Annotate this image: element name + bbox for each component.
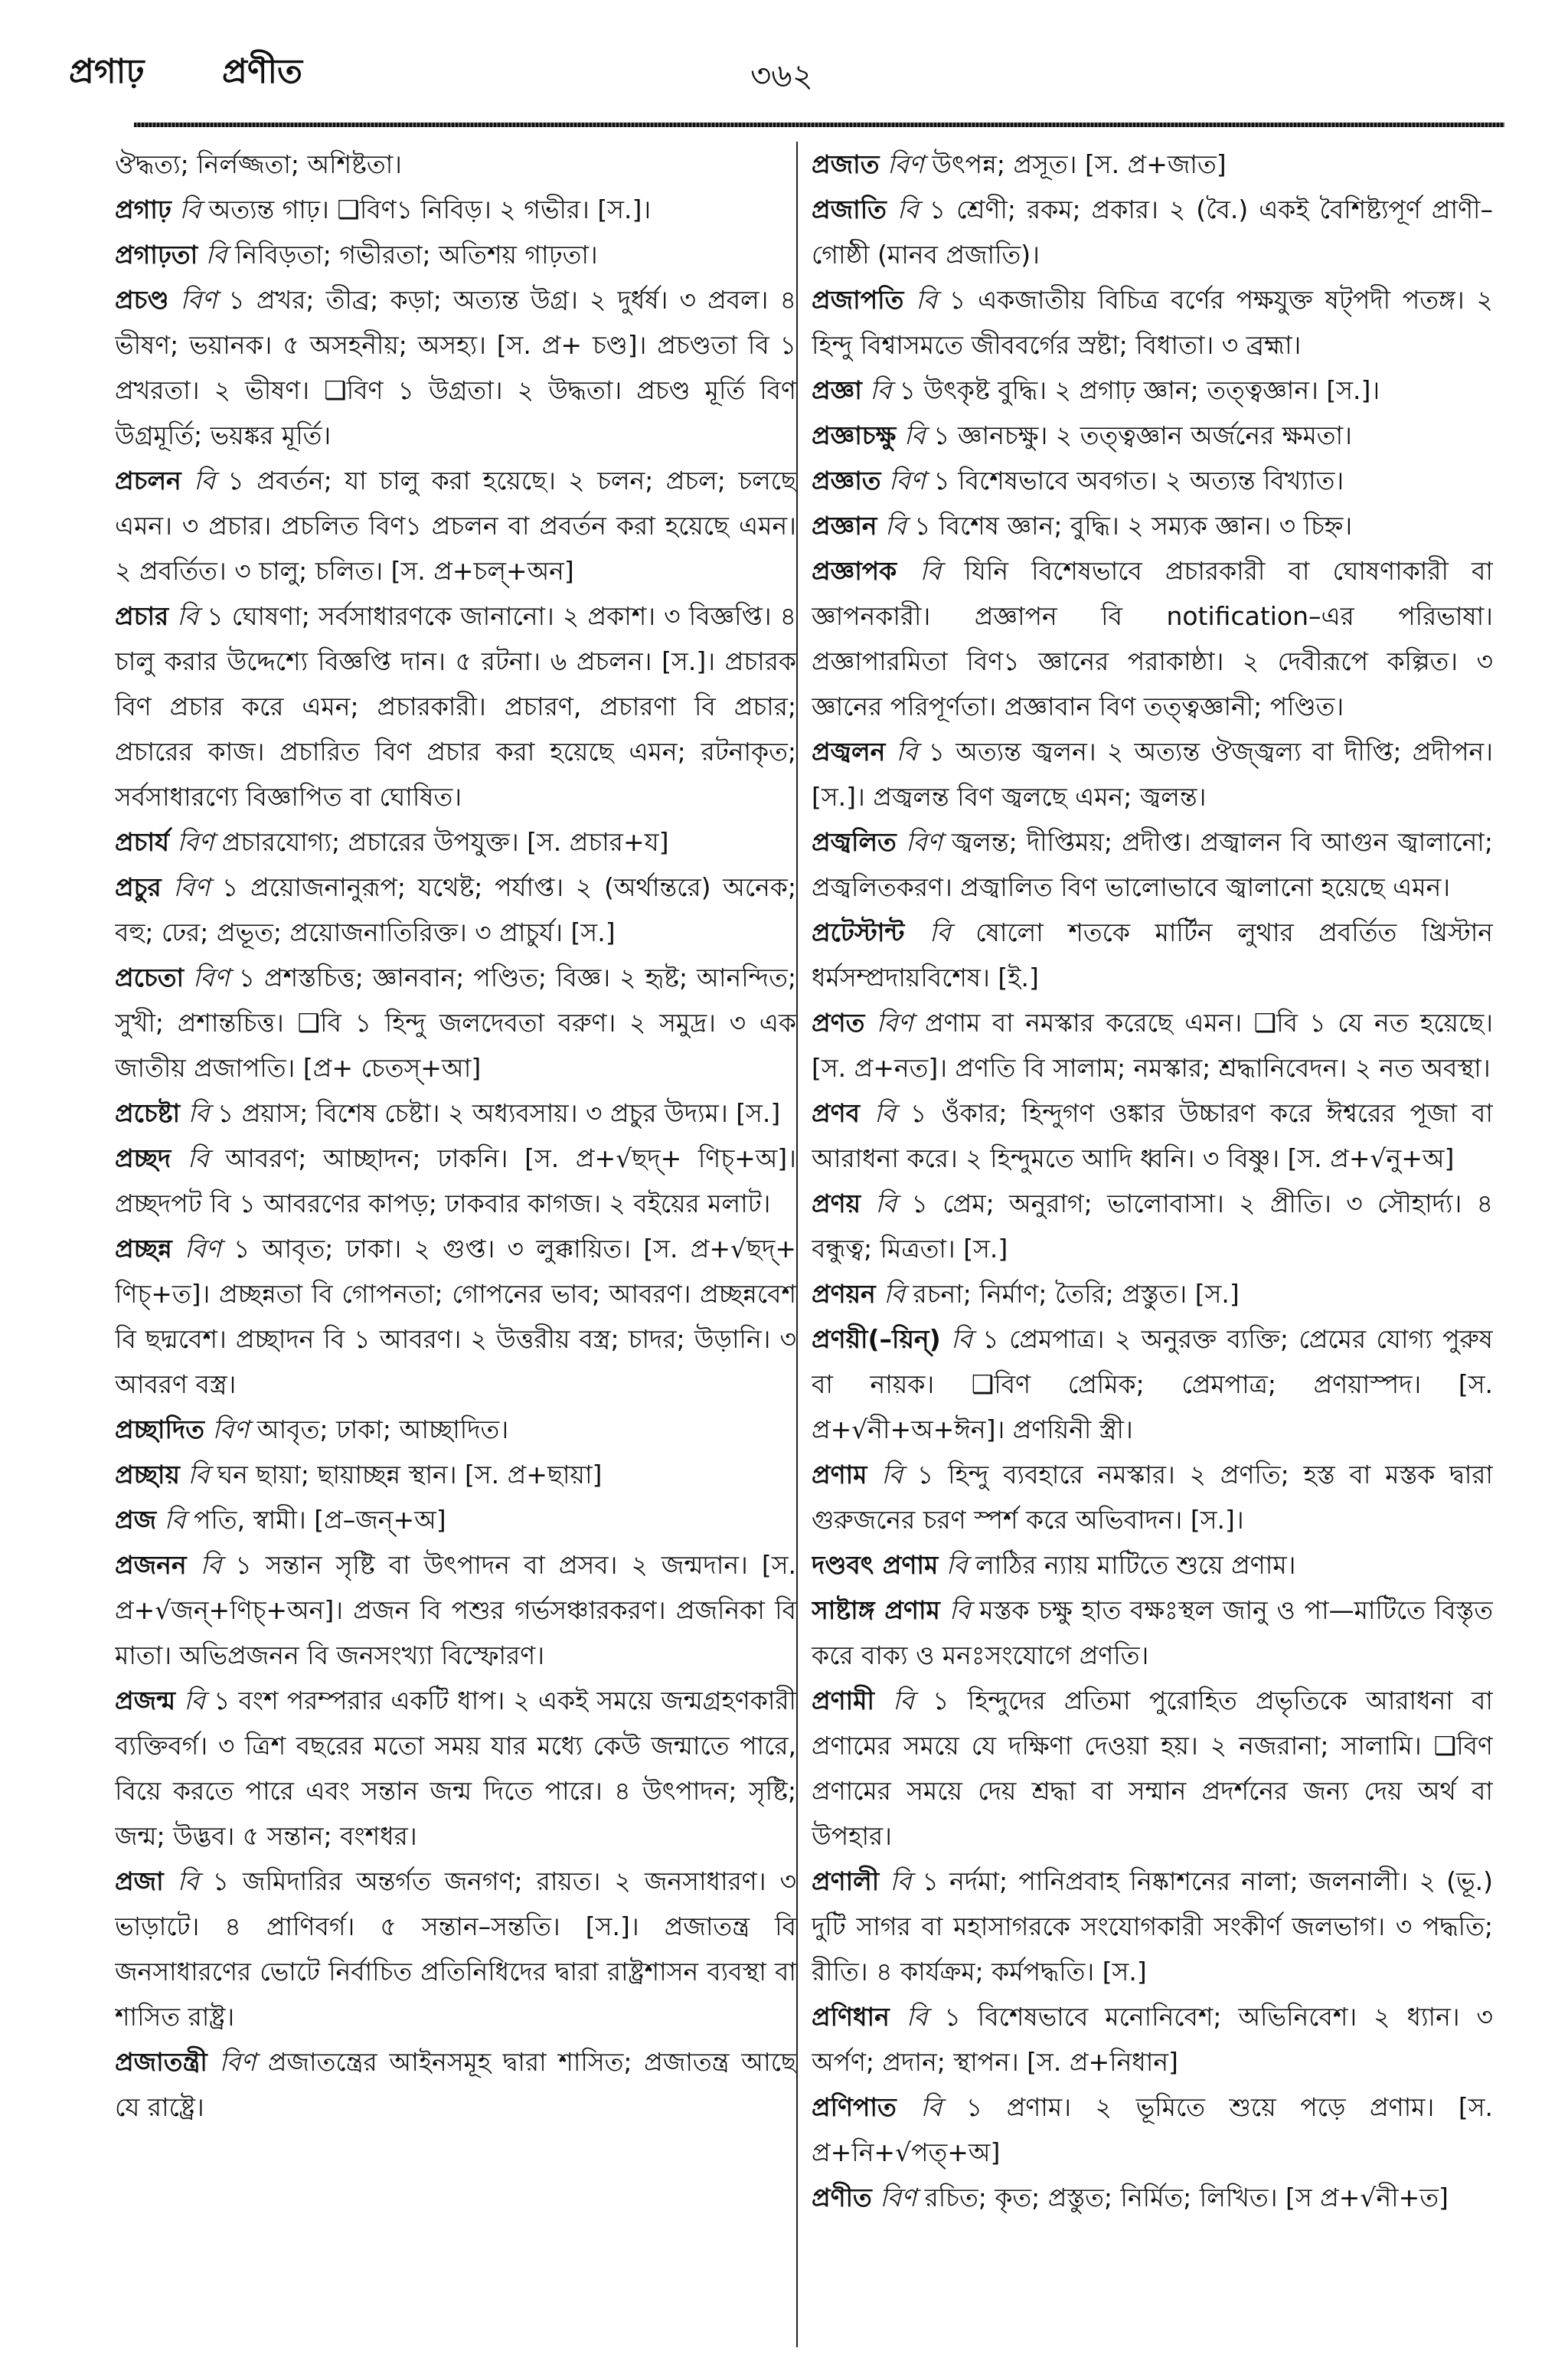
dictionary-entry — [812, 548, 1493, 729]
entry-headword: প্রজাত — [812, 149, 880, 179]
entry-definition: নিবিড়তা; গভীরতা; অতিশয় গাঢ়তা। — [234, 240, 598, 270]
dictionary-entry — [115, 458, 796, 594]
dictionary-entry — [812, 2175, 1493, 2220]
dictionary-entry — [812, 2085, 1493, 2175]
entry-definition: প্রজাতন্ত্রের আইনসমূহ দ্বারা শাসিত; প্রজাতন্ত্র আছে যে রাষ্ট্রে। — [115, 2047, 796, 2122]
dictionary-entry — [115, 1452, 796, 1497]
entry-headword: প্রজাপতি — [812, 285, 904, 315]
dictionary-entry — [812, 1181, 1493, 1271]
entry-part-of-speech: বি — [177, 601, 199, 631]
entry-definition: রচিত; কৃত; প্রস্তুত; নির্মিত; লিখিত। [স প্র+√নী+ত] — [924, 2183, 1449, 2212]
dictionary-entry — [115, 187, 796, 232]
entry-part-of-speech: বি — [870, 375, 892, 405]
guide-word-right: প্রণীত — [222, 52, 303, 91]
entry-headword: প্রজ্ঞাত — [812, 466, 881, 495]
entry-definition: ১ প্রখর; তীব্র; কড়া; অত্যন্ত উগ্র। ২ দুর্ধর্ষ। ৩ প্রবল। ৪ ভীষণ; ভয়ানক। ৫ অসহনীয়; অসহ্য। [স. প্র+ চণ্ড]। প্রচণ্ডতা বি ১ প্রখরতা। ২ ভীষণ। ❑বিণ ১ উগ্রতা। ২ উদ্ধতা। প্রচণ্ড মূর্তি বিণ উগ্রমূর্তি; ভয়ঙ্কর মূর্তি। — [115, 285, 796, 450]
entry-definition: ১ প্রেমপাত্র। ২ অনুরক্ত ব্যক্তি; প্রেমের যোগ্য পুরুষ বা নায়ক। ❑বিণ প্রেমিক; প্রেমপাত্র; প্রণয়াস্পদ। [স. প্র+√নী+অ+ঈন]। প্রণয়িনী স্ত্রী। — [812, 1324, 1493, 1444]
entry-definition: ১ অত্যন্ত জ্বলন। ২ অত্যন্ত ঔজ্জ্বল্য বা দীপ্তি; প্রদীপন। [স.]। প্রজ্বলন্ত বিণ জ্বলছে এমন; জ্বলন্ত। — [812, 737, 1493, 812]
entry-definition: ১ হিন্দুদের প্রতিমা পুরোহিত প্রভৃতিকে আরাধনা বা প্রণামের সময়ে যে দক্ষিণা দেওয়া হয়। ২ নজরানা; সালামি। ❑বিণ প্রণামের সময়ে দেয় শ্রদ্ধা বা সম্মান প্রদর্শনের জন্য দেয় অর্থ বা উপহার। — [812, 1686, 1493, 1851]
entry-part-of-speech: বি — [903, 420, 926, 450]
entry-definition: ১ একজাতীয় বিচিত্র বর্ণের পক্ষযুক্ত ষট্পদী পতঙ্গ। ২ হিন্দু বিশ্বাসমতে জীববর্গের স্রষ্টা; বিধাতা। ৩ ব্রহ্মা। — [812, 285, 1493, 360]
entry-definition: ১ ঘোষণা; সর্বসাধারণকে জানানো। ২ প্রকাশ। ৩ বিজ্ঞপ্তি। ৪ চালু করার উদ্দেশ্যে বিজ্ঞপ্তি দান। ৫ রটনা। ৬ প্রচলন। [স.]। প্রচারক বিণ প্রচার করে এমন; প্রচারকারী। প্রচারণ, প্রচারণা বি প্রচার; প্রচারের কাজ। প্রচারিত বিণ প্রচার করা হয়েছে এমন; রটনাকৃত; সর্বসাধারণ্যে বিজ্ঞাপিত বা ঘোষিত। — [115, 601, 796, 812]
entry-headword: প্রগাঢ় — [115, 195, 172, 224]
entry-part-of-speech: বি — [946, 1550, 968, 1580]
entry-part-of-speech: বি — [881, 1460, 903, 1489]
entry-headword: প্রচলন — [115, 466, 181, 495]
entry-part-of-speech: বি — [177, 1866, 199, 1896]
dictionary-entry — [812, 413, 1493, 458]
entry-part-of-speech: বি — [875, 1189, 897, 1218]
dictionary-entry — [115, 1136, 796, 1226]
entry-part-of-speech: বিণ — [219, 2047, 256, 2077]
guide-word-left: প্রগাঢ় — [69, 52, 145, 91]
entry-headword: প্রগাঢ়তা — [115, 240, 198, 270]
dictionary-entry — [115, 955, 796, 1091]
entry-part-of-speech: বিণ — [876, 1008, 913, 1038]
entry-part-of-speech: বি — [188, 1460, 210, 1489]
entry-headword: প্রজ্ঞাপক — [812, 556, 897, 586]
entry-headword: প্রচুর — [115, 872, 162, 902]
entry-definition: আবরণ; আচ্ছাদন; ঢাকনি। [স. প্র+√ছদ্+ ণিচ্+অ]। প্রচ্ছদপট বি ১ আবরণের কাপড়; ঢাকবার কাগজ। ২ বইয়ের মলাট। — [115, 1143, 796, 1218]
dictionary-entry — [812, 277, 1493, 368]
entry-part-of-speech: বি — [884, 1279, 906, 1309]
entry-part-of-speech: বি — [897, 195, 919, 224]
dictionary-entry — [115, 1859, 796, 2039]
entry-definition: ১ প্রয়োজনানুরূপ; যথেষ্ট; পর্যাপ্ত। ২ (অর্থান্তরে) অনেক; বহু; ঢের; প্রভূত; প্রয়োজনাতিরিক্ত। ৩ প্রাচুর্য। [স.] — [115, 872, 796, 947]
entry-definition: ১ প্রবর্তন; যা চালু করা হয়েছে। ২ চলন; প্রচল; চলছে এমন। ৩ প্রচার। প্রচলিত বিণ১ প্রচলন বা প্রবর্তন করা হয়েছে এমন। ২ প্রবর্তিত। ৩ চালু; চলিত। [স. প্র+চল্+অন] — [115, 466, 796, 586]
entry-part-of-speech: বিণ — [212, 1414, 250, 1444]
entry-headword: প্রচণ্ড — [115, 285, 169, 315]
entry-headword: দণ্ডবৎ প্রণাম — [812, 1550, 939, 1580]
entry-definition: ১ বংশ পরম্পরার একটি ধাপ। ২ একই সময়ে জন্মগ্রহণকারী ব্যক্তিবর্গ। ৩ ত্রিশ বছরের মতো সময় যার মধ্যে কেউ জন্মাতে পারে, বিয়ে করতে পারে এবং সন্তান জন্ম দিতে পারে। ৪ উৎপাদন; সৃষ্টি; জন্ম; উদ্ভব। ৫ সন্তান; বংশধর। — [115, 1686, 796, 1851]
entry-definition: ঔদ্ধত্য; নির্লজ্জতা; অশিষ্টতা। — [115, 149, 402, 179]
dictionary-entry — [812, 187, 1493, 277]
entry-part-of-speech: বি — [951, 1324, 972, 1354]
dictionary-entry — [812, 1271, 1493, 1316]
entry-definition: পতি, স্বামী। [প্র–জন্+অ] — [193, 1505, 446, 1535]
entry-headword: প্রজ্ঞা — [812, 375, 862, 405]
entry-part-of-speech: বি — [916, 285, 937, 315]
entry-definition: ১ উৎকৃষ্ট বুদ্ধি। ২ প্রগাঢ় জ্ঞান; তত্ত্বজ্ঞান। [স.]। — [899, 375, 1380, 405]
left-column — [115, 142, 796, 2340]
entry-headword: প্রজনন — [115, 1550, 187, 1580]
dictionary-entry — [812, 729, 1493, 819]
dictionary-entry — [812, 503, 1493, 548]
entry-definition: প্রচারযোগ্য; প্রচারের উপযুক্ত। [স. প্রচার+য] — [221, 827, 669, 857]
entry-definition: উৎপন্ন; প্রসূত। [স. প্র+জাত] — [932, 149, 1227, 179]
entry-part-of-speech: বি — [949, 1595, 971, 1625]
dictionary-entry — [812, 1994, 1493, 2085]
dictionary-entry — [812, 1588, 1493, 1678]
entry-definition: ১ জ্ঞানচক্ষু। ২ তত্ত্বজ্ঞান অর্জনের ক্ষমতা। — [933, 420, 1352, 450]
entry-part-of-speech: বি — [884, 511, 906, 541]
dictionary-entry — [115, 142, 796, 187]
entry-part-of-speech: বিণ — [889, 466, 926, 495]
entry-headword: প্রজ্বলন — [812, 737, 886, 767]
entry-headword: প্রজ্ঞাচক্ষু — [812, 420, 897, 450]
entry-definition: রচনা; নির্মাণ; তৈরি; প্রস্তুত। [স.] — [913, 1279, 1240, 1309]
entry-part-of-speech: বি — [906, 2002, 928, 2032]
dictionary-entry — [812, 1542, 1493, 1588]
dictionary-entry — [115, 1226, 796, 1407]
page-number: ৩৬২ — [750, 57, 813, 94]
entry-definition: ১ বিশেষভাবে অবগত। ২ অত্যন্ত বিখ্যাত। — [933, 466, 1344, 495]
entry-headword: প্রচ্ছাদিত — [115, 1414, 204, 1444]
entry-headword: প্রচার — [115, 601, 169, 631]
header-rule — [134, 123, 1504, 127]
entry-headword: প্রচ্ছায় — [115, 1460, 180, 1489]
entry-definition: ১ জমিদারির অন্তর্গত জনগণ; রায়ত। ২ জনসাধারণ। ৩ ভাড়াটে। ৪ প্রাণিবর্গ। ৫ সন্তান–সন্ততি। [স.]। প্রজাতন্ত্র বি জনসাধারণের ভোটে নির্বাচিত প্রতিনিধিদের দ্বারা রাষ্ট্রশাসন ব্যবস্থা বা শাসিত রাষ্ট্র। — [115, 1866, 796, 2032]
dictionary-entry — [812, 368, 1493, 413]
entry-part-of-speech: বিণ — [880, 2183, 917, 2212]
entry-headword: প্রণাম — [812, 1460, 867, 1489]
entry-headword: প্রজাতন্ত্রী — [115, 2047, 207, 2077]
entry-headword: প্রণয়ন — [812, 1279, 876, 1309]
right-column — [812, 142, 1493, 2340]
entry-definition: ঘন ছায়া; ছায়াচ্ছন্ন স্থান। [স. প্র+ছায়া] — [217, 1460, 603, 1489]
entry-part-of-speech: বি — [184, 1686, 206, 1715]
entry-definition: ১ প্রণাম। ২ ভূমিতে শুয়ে পড়ে প্রণাম। [স. প্র+নি+√পত্+অ] — [812, 2092, 1493, 2167]
entry-headword: প্রচেষ্টা — [115, 1098, 181, 1128]
dictionary-entry — [812, 1452, 1493, 1542]
entry-definition: আবৃত; ঢাকা; আচ্ছাদিত। — [256, 1414, 509, 1444]
entry-part-of-speech: বিণ — [180, 285, 217, 315]
page-header — [69, 46, 1508, 107]
entry-definition: জ্বলন্ত; দীপ্তিময়; প্রদীপ্ত। প্রজ্বালন বি আগুন জ্বালানো; প্রজ্বলিতকরণ। প্রজ্বালিত বিণ ভালোভাবে জ্বালানো হয়েছে এমন। — [812, 827, 1493, 902]
entry-headword: প্রণিধান — [812, 2002, 890, 2032]
entry-part-of-speech: বি — [929, 917, 951, 947]
entry-headword: প্রচেতা — [115, 963, 185, 992]
entry-definition: ১ ওঁকার; হিন্দুগণ ওঙ্কার উচ্চারণ করে ঈশ্বরের পূজা বা আরাধনা করে। ২ হিন্দুমতে আদি ধ্বনি। ৩ বিষ্ণু। [স. প্র+√নু+অ] — [812, 1098, 1493, 1173]
entry-headword: প্রণত — [812, 1008, 865, 1038]
entry-definition: ১ প্রয়াস; বিশেষ চেষ্টা। ২ অধ্যবসায়। ৩ প্রচুর উদ্যম। [স.] — [217, 1098, 781, 1128]
entry-definition: ১ নর্দমা; পানিপ্রবাহ নিষ্কাশনের নালা; জলনালী। ২ (ভূ.) দুটি সাগর বা মহাসাগরকে সংযোগকারী সংকীর্ণ জলভাগ। ৩ পদ্ধতি; রীতি। ৪ কার্যক্রম; কর্মপদ্ধতি। [স.] — [812, 1866, 1493, 1987]
entry-definition: অত্যন্ত গাঢ়। ❑বিণ১ নিবিড়। ২ গভীর। [স.]। — [208, 195, 652, 224]
entry-part-of-speech: বি — [194, 466, 215, 495]
column-divider — [796, 142, 798, 2347]
entry-headword: প্রণয়ী(–য়িন্) — [812, 1324, 941, 1354]
entry-headword: প্রজাতি — [812, 195, 887, 224]
dictionary-entry — [115, 2039, 796, 2130]
dictionary-entry — [115, 865, 796, 955]
entry-definition: ১ শ্রেণী; রকম; প্রকার। ২ (বৈ.) একই বৈশিষ্ট্যপূর্ণ প্রাণী–গোষ্ঠী (মানব প্রজাতি)। — [812, 195, 1493, 270]
entry-part-of-speech: বি — [188, 1098, 210, 1128]
entry-definition: লাঠির ন্যায় মাটিতে শুয়ে প্রণাম। — [975, 1550, 1296, 1580]
entry-part-of-speech: বি — [187, 1143, 209, 1173]
entry-definition: ১ বিশেষ জ্ঞান; বুদ্ধি। ২ সম্যক জ্ঞান। ৩ চিহ্ন। — [914, 511, 1353, 541]
entry-headword: প্রণিপাত — [812, 2092, 897, 2122]
dictionary-entry — [115, 1091, 796, 1136]
entry-headword: প্রজ্বলিত — [812, 827, 897, 857]
dictionary-entry — [115, 594, 796, 819]
dictionary-entry — [812, 458, 1493, 503]
entry-headword: প্রজ্ঞান — [812, 511, 877, 541]
entry-definition: যিনি বিশেষভাবে প্রচারকারী বা ঘোষণাকারী বা জ্ঞাপনকারী। প্রজ্ঞাপন বি notification–এর পরিভাষা। প্রজ্ঞাপারমিতা বিণ১ জ্ঞানের পরাকাষ্ঠা। ২ দেবীরূপে কল্পিত। ৩ জ্ঞানের পরিপূর্ণতা। প্রজ্ঞাবান বিণ তত্ত্বজ্ঞানী; পণ্ডিত। — [812, 556, 1493, 721]
dictionary-entry — [812, 1091, 1493, 1181]
dictionary-entry — [812, 1000, 1493, 1091]
entry-part-of-speech: বিণ — [173, 872, 211, 902]
entry-part-of-speech: বি — [920, 556, 942, 586]
entry-headword: প্রণয় — [812, 1189, 861, 1218]
dictionary-entry — [115, 1678, 796, 1859]
entry-headword: প্রণামী — [812, 1686, 874, 1715]
dictionary-entry — [812, 910, 1493, 1000]
entry-definition: ১ প্রশস্তচিত্ত; জ্ঞানবান; পণ্ডিত; বিজ্ঞ। ২ হৃষ্ট; আনন্দিত; সুখী; প্রশান্তচিত্ত। ❑বি ১ হিন্দু জলদেবতা বরুণ। ২ সমুদ্র। ৩ এক জাতীয় প্রজাপতি। [প্র+ চেতস্+আ] — [115, 963, 796, 1083]
dictionary-entry — [812, 1316, 1493, 1452]
entry-headword: প্রজন্ম — [115, 1686, 176, 1715]
dictionary-entry — [115, 1407, 796, 1452]
entry-part-of-speech: বি — [164, 1505, 186, 1535]
dictionary-entry — [812, 1859, 1493, 1994]
dictionary-entry — [115, 1497, 796, 1542]
entry-headword: প্রচ্ছন্ন — [115, 1234, 172, 1264]
entry-definition: ১ আবৃত; ঢাকা। ২ গুপ্ত। ৩ লুক্কায়িত। [স. প্র+√ছদ্+ ণিচ্+ত]। প্রচ্ছন্নতা বি গোপনতা; গোপনের ভাব; আবরণ। প্রচ্ছন্নবেশ বি ছদ্মবেশ। প্রচ্ছাদন বি ১ আবরণ। ২ উত্তরীয় বস্ত্র; চাদর; উড়ানি। ৩ আবরণ বস্ত্র। — [115, 1234, 796, 1399]
entry-headword: প্রচার্য — [115, 827, 170, 857]
entry-part-of-speech: বি — [179, 195, 201, 224]
entry-definition: ১ হিন্দু ব্যবহারে নমস্কার। ২ প্রণতি; হস্ত বা মস্তক দ্বারা গুরুজনের চরণ স্পর্শ করে অভিবাদন। [স.]। — [812, 1460, 1493, 1535]
entry-part-of-speech: বি — [205, 240, 227, 270]
entry-headword: প্রণব — [812, 1098, 860, 1128]
entry-part-of-speech: বিণ — [905, 827, 942, 857]
dictionary-entry — [115, 819, 796, 865]
entry-part-of-speech: বিণ — [887, 149, 924, 179]
entry-part-of-speech: বি — [200, 1550, 222, 1580]
entry-part-of-speech: বি — [920, 2092, 942, 2122]
entry-part-of-speech: বি — [890, 1866, 912, 1896]
entry-headword: প্রণীত — [812, 2183, 872, 2212]
entry-part-of-speech: বিণ — [192, 963, 230, 992]
dictionary-entry — [812, 1678, 1493, 1859]
entry-headword: প্রজা — [115, 1866, 164, 1896]
entry-headword: প্রণালী — [812, 1866, 880, 1896]
entry-part-of-speech: বিণ — [177, 827, 214, 857]
entry-part-of-speech: বি — [874, 1098, 896, 1128]
entry-definition: ১ বিশেষভাবে মনোনিবেশ; অভিনিবেশ। ২ ধ্যান। ৩ অর্পণ; প্রদান; স্থাপন। [স. প্র+নিধান] — [812, 2002, 1493, 2077]
dictionary-entry — [115, 232, 796, 277]
entry-definition: ১ প্রেম; অনুরাগ; ভালোবাসা। ২ প্রীতি। ৩ সৌহার্দ্য। ৪ বন্ধুত্ব; মিত্রতা। [স.] — [812, 1189, 1493, 1264]
dictionary-entry — [812, 142, 1493, 187]
entry-definition: ১ সন্তান সৃষ্টি বা উৎপাদন বা প্রসব। ২ জন্মদান। [স. প্র+√জন্+ণিচ্+অন]। প্রজন বি পশুর গর্ভসঞ্চারকরণ। প্রজনিকা বি মাতা। অভিপ্রজনন বি জনসংখ্যা বিস্ফোরণ। — [115, 1550, 796, 1670]
entry-part-of-speech: বি — [896, 737, 918, 767]
entry-headword: প্রটেস্টান্ট — [812, 917, 905, 947]
entry-headword: প্রচ্ছদ — [115, 1143, 172, 1173]
entry-definition: ষোলো শতকে মার্টিন লুথার প্রবর্তিত খ্রিস্টান ধর্মসম্প্রদায়বিশেষ। [ই.] — [812, 917, 1493, 992]
dictionary-entry — [812, 819, 1493, 910]
entry-definition: প্রণাম বা নমস্কার করেছে এমন। ❑বি ১ যে নত হয়েছে। [স. প্র+নত]। প্রণতি বি সালাম; নমস্কার; শ্রদ্ধানিবেদন। ২ নত অবস্থা। — [812, 1008, 1493, 1083]
dictionary-entry — [115, 1542, 796, 1678]
entry-part-of-speech: বিণ — [184, 1234, 221, 1264]
entry-headword: প্রজ — [115, 1505, 157, 1535]
dictionary-entry — [115, 277, 796, 458]
entry-headword: সাষ্টাঙ্গ প্রণাম — [812, 1595, 940, 1625]
entry-definition: মস্তক চক্ষু হাত বক্ষঃস্থল জানু ও পা—মাটিতে বিস্তৃত করে বাক্য ও মনঃসংযোগে প্রণতি। — [812, 1595, 1493, 1670]
entry-part-of-speech: বি — [893, 1686, 914, 1715]
